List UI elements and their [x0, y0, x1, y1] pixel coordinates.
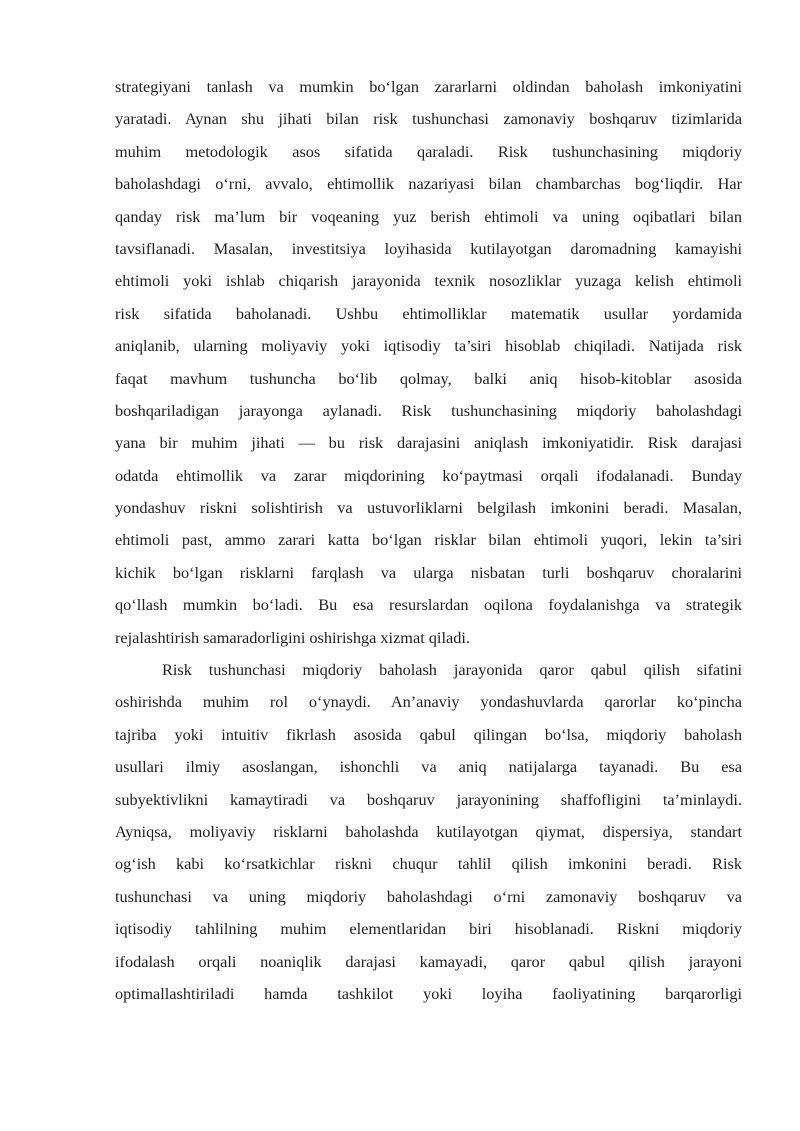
text-line: Ayniqsa, moliyaviy risklarni baholashda kutilayotgan qiymat, dispersiya, standart — [115, 821, 742, 841]
text-line: optimallashtiriladi hamda tashkilot yoki loyiha faoliyatining barqarorligi — [115, 983, 742, 1003]
text-line: risk sifatida baholanadi. Ushbu ehtimolliklar matematik usullar yordamida — [115, 303, 742, 323]
text-line: boshqariladigan jarayonga aylanadi. Risk tushunchasining miqdoriy baholashdagi — [115, 400, 742, 420]
text-line: tajriba yoki intuitiv fikrlash asosida qabul qilingan bo‘lsa, miqdoriy baholash — [115, 724, 742, 744]
text-line: faqat mavhum tushuncha bo‘lib qolmay, balki aniq hisob-kitoblar asosida — [115, 368, 742, 388]
text-line: strategiyani tanlash va mumkin bo‘lgan zararlarni oldindan baholash imkoniyatini — [115, 77, 742, 96]
document-page — [115, 71, 742, 1010]
text-line: tavsiflanadi. Masalan, investitsiya loyihasida kutilayotgan daromadning kamayishi — [115, 238, 742, 258]
paragraph-2 — [115, 654, 742, 1010]
text-line: kichik bo‘lgan risklarni farqlash va ularga nisbatan turli boshqaruv choralarini — [115, 562, 742, 582]
text-line: yana bir muhim jihati — bu risk darajasini aniqlash imkoniyatidir. Risk darajasi — [115, 433, 742, 453]
text-line: muhim metodologik asos sifatida qaraladi. Risk tushunchasining miqdoriy — [115, 141, 742, 161]
text-line: baholashdagi o‘rni, avvalo, ehtimollik nazariyasi bilan chambarchas bog‘liqdir. Har — [115, 174, 742, 194]
text-line: rejalashtirish samaradorligini oshirishga xizmat qiladi. — [115, 627, 470, 647]
text-line: tushunchasi va uning miqdoriy baholashdagi o‘rni zamonaviy boshqaruv va — [115, 886, 742, 906]
text-line: subyektivlikni kamaytiradi va boshqaruv jarayonining shaffofligini ta’minlaydi. — [115, 789, 742, 809]
text-line: oshirishda muhim rol o‘ynaydi. An’anaviy yondashuvlarda qarorlar ko‘pincha — [115, 692, 742, 712]
text-line: iqtisodiy tahlilning muhim elementlaridan biri hisoblanadi. Riskni miqdoriy — [115, 919, 742, 939]
text-line: Risk tushunchasi miqdoriy baholash jarayonida qaror qabul qilish sifatini — [162, 660, 742, 680]
text-line: og‘ish kabi ko‘rsatkichlar riskni chuqur tahlil qilish imkonini beradi. Risk — [115, 854, 742, 874]
text-line: ehtimoli yoki ishlab chiqarish jarayonida texnik nosozliklar yuzaga kelish ehtimoli — [115, 271, 742, 291]
text-line: aniqlanib, ularning moliyaviy yoki iqtisodiy ta’siri hisoblab chiqiladi. Natijada risk — [115, 336, 742, 356]
paragraph-1 — [115, 71, 742, 654]
text-line: ifodalash orqali noaniqlik darajasi kamayadi, qaror qabul qilish jarayoni — [115, 951, 742, 971]
text-line: ehtimoli past, ammo zarari katta bo‘lgan risklar bilan ehtimoli yuqori, lekin ta’siri — [115, 530, 742, 550]
text-line: yaratadi. Aynan shu jihati bilan risk tushunchasi zamonaviy boshqaruv tizimlarida — [115, 109, 742, 129]
text-line: odatda ehtimollik va zarar miqdorining ko‘paytmasi orqali ifodalanadi. Bunday — [115, 465, 742, 485]
text-line: qanday risk ma’lum bir voqeaning yuz berish ehtimoli va uning oqibatlari bilan — [115, 206, 742, 226]
text-line: yondashuv riskni solishtirish va ustuvorliklarni belgilash imkonini beradi. Masalan, — [115, 498, 742, 518]
text-line: usullari ilmiy asoslangan, ishonchli va aniq natijalarga tayanadi. Bu esa — [115, 757, 742, 777]
text-line: qo‘llash mumkin bo‘ladi. Bu esa resurslardan oqilona foydalanishga va strategik — [115, 595, 742, 615]
